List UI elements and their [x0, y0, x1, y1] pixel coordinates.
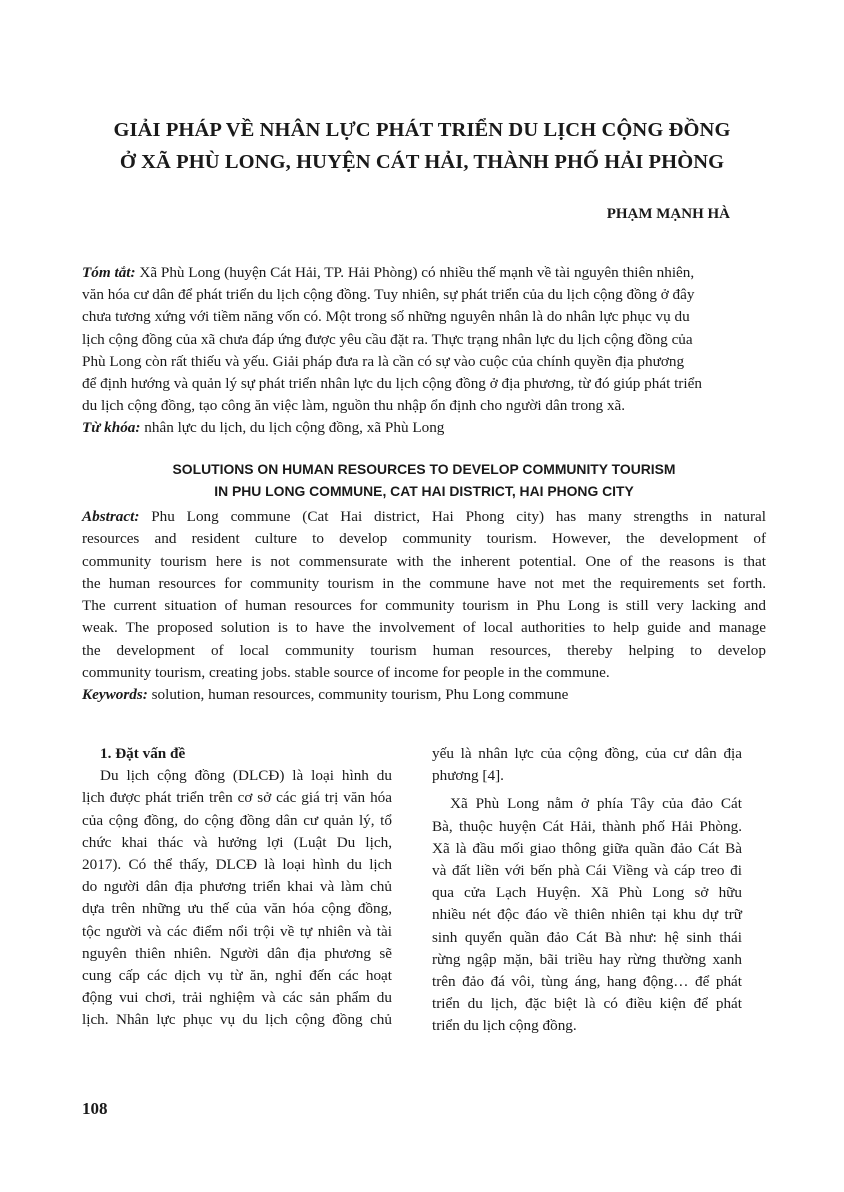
body-line: 2017). Có thể thấy, DLCĐ là loại hình du lịch — [82, 856, 392, 874]
body-line: triển du lịch cộng đồng. — [432, 1017, 577, 1035]
body-line: chức khai thác và hưởng lợi (Luật Du lịch, — [82, 833, 392, 851]
english-abstract — [82, 506, 766, 707]
body-line: rừng ngập mặn, bãi triều hay rừng thường xanh — [432, 950, 742, 968]
body-line: do người dân địa phương triển khai và làm chủ — [82, 878, 392, 896]
body-line: dựa trên những ưu thế của văn hóa cộng đồng, — [82, 900, 392, 918]
body-line: tộc người và các điểm nổi trội về tự nhiên và tài — [82, 922, 392, 940]
body-line: nguyên thiên nhiên. Người dân địa phương sẽ — [82, 944, 392, 962]
keywords-text: nhân lực du lịch, du lịch cộng đồng, xã Phù Long — [140, 419, 445, 437]
body-line: lịch. Nhân lực phục vụ du lịch cộng đồng chủ — [82, 1011, 392, 1029]
left-column — [82, 743, 392, 1032]
abstract-line: The current situation of human resources for community tourism in Phu Long is still very lacking and — [82, 597, 766, 615]
body-line: Du lịch cộng đồng (DLCĐ) là loại hình du — [100, 767, 392, 785]
abstract-line: the development of local community tourism human resources, thereby helping to develop — [82, 641, 766, 659]
author-name: PHẠM MẠNH HÀ — [606, 206, 730, 222]
title-line: GIẢI PHÁP VỀ NHÂN LỰC PHÁT TRIỂN DU LỊCH CỘNG ĐỒNG — [113, 119, 731, 141]
body-line: của cộng đồng, do cộng đồng dân cư quản lý, tổ — [82, 811, 392, 829]
body-line: yếu là nhân lực của cộng đồng, của cư dân địa — [432, 745, 742, 762]
abstract-line: Phù Long còn rất thiếu và yếu. Giải pháp đưa ra là cần có sự vào cuộc của chính quyền địa phương — [82, 352, 685, 370]
page-number: 108 — [82, 1099, 108, 1118]
keywords-text: solution, human resources, community tourism, Phu Long commune — [147, 686, 569, 704]
title-line: Ở XÃ PHÙ LONG, HUYỆN CÁT HẢI, THÀNH PHỐ HẢI PHÒNG — [119, 151, 725, 173]
abstract-line: community tourism, creating jobs. stable source of income for people in the commune. — [82, 664, 610, 682]
body-line: triển du lịch, đặc biệt là có điều kiện để phát — [432, 995, 742, 1013]
keywords-line — [82, 684, 766, 706]
english-title-line: IN PHU LONG COMMUNE, CAT HAI DISTRICT, HAI PHONG CITY — [214, 482, 634, 499]
abstract-line: lịch cộng đồng của xã chưa đáp ứng được yêu cầu đặt ra. Thực trạng nhân lực du lịch cộng đồng của — [82, 330, 693, 348]
abstract-label: Abstract: — [82, 508, 140, 525]
abstract-line: the human resources for community tourism in the commune have not met the requirements set forth. — [82, 574, 766, 592]
body-line: trên đảo đá vôi, tùng áng, hang động… để phát — [432, 973, 742, 991]
article-title — [60, 114, 784, 178]
body-line: Xã Phù Long nằm ở phía Tây của đảo Cát — [450, 795, 742, 813]
body-line: sinh quyển quần đảo Cát Bà như: hệ sinh thái — [432, 928, 742, 946]
section-heading: 1. Đặt vấn đề — [100, 745, 186, 762]
vietnamese-abstract — [82, 262, 766, 440]
body-line: và đất liền với bến phà Cái Viềng và cáp treo đi — [432, 862, 742, 880]
abstract-line: resources and resident culture to develop community tourism. However, the development of — [82, 530, 766, 548]
abstract-line: chưa tương xứng với tiềm năng vốn có. Một trong số những nguyên nhân là do nhân lực phục vụ du — [82, 308, 690, 326]
body-line: động vui chơi, trải nghiệm và các sản phẩm du — [82, 989, 392, 1007]
abstract-label: Tóm tắt: — [82, 264, 136, 281]
right-column — [432, 743, 742, 1038]
abstract-line: Tóm tắt: Xã Phù Long (huyện Cát Hải, TP. Hải Phòng) có nhiều thế mạnh về tài nguyên thiên nhiên, — [82, 264, 695, 281]
abstract-line: weak. The proposed solution is to have the involvement of local authorities to help guide and manage — [82, 619, 766, 637]
keywords-label: Keywords: — [82, 686, 148, 704]
body-line: nhiều nét độc đáo về thiên nhiên tại khu dự trữ — [432, 906, 742, 924]
body-line: cung cấp các dịch vụ từ ăn, nghỉ đến các hoạt — [82, 967, 392, 985]
body-line: qua cửa Lạch Huyện. Xã Phù Long sở hữu — [432, 884, 742, 902]
body-line: Bà, thuộc huyện Cát Hải, thành phố Hải Phòng. — [432, 817, 742, 835]
english-title — [82, 459, 766, 502]
abstract-line: để định hướng và quản lý sự phát triển nhân lực du lịch cộng đồng ở địa phương, từ đó giúp phát triển — [82, 375, 702, 393]
keywords-label: Từ khóa: — [82, 419, 141, 437]
body-line: Xã là đầu mối giao thông giữa quần đảo Cát Bà — [432, 839, 742, 857]
body-line: lịch được phát triển trên cơ sở các giá trị văn hóa — [82, 789, 392, 807]
abstract-line: văn hóa cư dân để phát triển du lịch cộng đồng. Tuy nhiên, sự phát triển của du lịch cộng đồng ở đây — [82, 286, 695, 304]
abstract-line: Abstract: Phu Long commune (Cat Hai district, Hai Phong city) has many strengths in natural — [82, 508, 766, 525]
abstract-line: community tourism here is not commensurate with the inherent potential. One of the reasons is that — [82, 552, 766, 570]
abstract-line: du lịch cộng đồng, tạo công ăn việc làm, nguồn thu nhập ổn định cho người dân trong xã. — [82, 397, 626, 415]
body-line: phương [4]. — [432, 767, 504, 785]
english-title-line: SOLUTIONS ON HUMAN RESOURCES TO DEVELOP COMMUNITY TOURISM — [172, 461, 676, 477]
keywords-line — [82, 417, 766, 439]
